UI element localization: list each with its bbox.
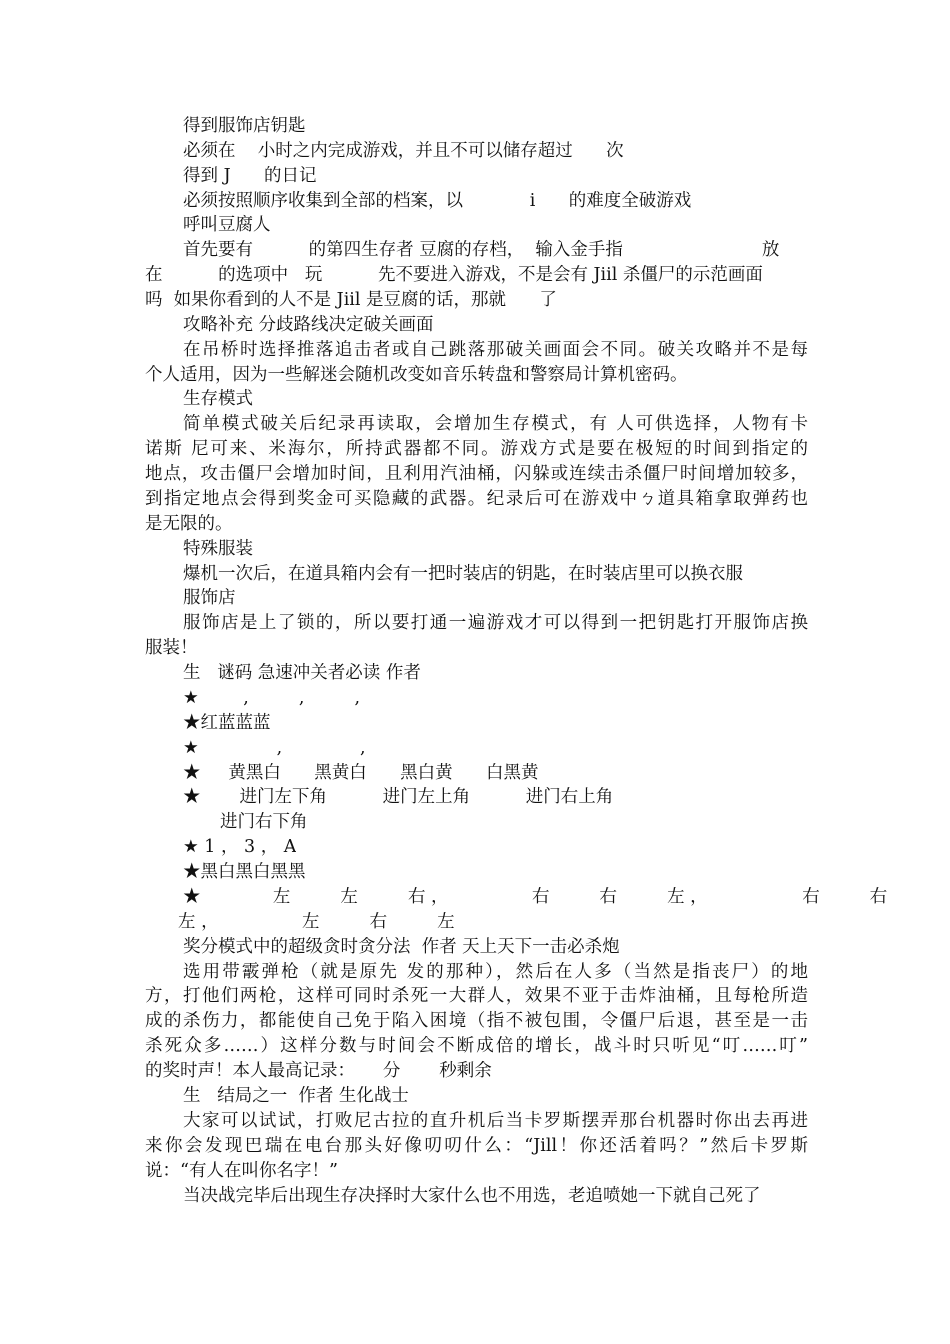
text-line: 吗 如果你看到的人不是 Jiil 是豆腐的话，那就 了 [145, 290, 557, 310]
list-item: ★ , , , [183, 688, 361, 708]
text-line: 在 的选项中 玩 先不要进入游戏，不是会有 Jiil 杀僵尸的示范画面 [145, 265, 763, 285]
list-item: ★ 左 左 右 ， 右 右 左 ， 右 右 [183, 887, 888, 907]
section-heading: 服饰店 [183, 588, 236, 608]
text-line: 成的杀伤力，都能使自己免于陷入困境（指不被包围，令僵尸后退，甚至是一击 [145, 1011, 808, 1031]
text-line: 服装！ [145, 638, 198, 658]
text-line: 诺斯 尼可来、米海尔，所持武器都不同。游戏方式是要在极短的时间到指定的 [145, 439, 808, 459]
text-line: 必须按照顺序收集到全部的档案，以 i 的难度全破游戏 [183, 191, 692, 211]
text-line: 得到 J 的日记 [183, 166, 317, 186]
text-line: 选用带霰弹枪（就是原先 发的那种），然后在人多（当然是指丧尸）的地 [183, 962, 808, 982]
section-heading: 奖分模式中的超级贪时贪分法 作者 天上天下一击必杀炮 [183, 937, 620, 957]
list-item: ★黑白黑白黑黑 [183, 862, 306, 882]
text-line: 首先要有 的第四生存者 豆腐的存档， 输入金手指 放 [183, 240, 780, 260]
text-line: 方，打他们两枪，这样可同时杀死一大群人，效果不亚于击炸油桶，且每枪所造 [145, 986, 808, 1006]
list-item: ★ 进门左下角 进门左上角 进门右上角 [183, 787, 614, 807]
text-line: 来你会发现巴瑞在电台那头好像叨叨什么：“Jill！你还活着吗？”然后卡罗斯 [145, 1136, 808, 1156]
text-line: 的奖时声！本人最高记录： 分 秒剩余 [145, 1061, 492, 1081]
text-line: 简单模式破关后纪录再读取，会增加生存模式，有 人可供选择，人物有卡 [183, 414, 808, 434]
list-item: ★ 1 ， 3 ， A [183, 837, 297, 857]
section-heading: 特殊服装 [183, 539, 253, 559]
list-item: ★ , , [183, 738, 366, 758]
section-heading: 生 谜码 急速冲关者必读 作者 [183, 663, 421, 683]
text-line: 爆机一次后，在道具箱内会有一把时装店的钥匙，在时装店里可以换衣服 [183, 564, 743, 584]
text-line: 当决战完毕后出现生存决择时大家什么也不用选，老追喷她一下就自己死了 [183, 1186, 761, 1206]
text-line: 杀死众多……）这样分数与时间会不断成倍的增长，战斗时只听见“叮……叮” [145, 1036, 808, 1056]
text-line: 是无限的。 [145, 514, 233, 534]
text-line: 个人适用，因为一些解迷会随机改变如音乐转盘和警察局计算机密码。 [145, 365, 688, 385]
text-line: 大家可以试试，打败尼古拉的直升机后当卡罗斯摆弄那台机器时你出去再进 [183, 1111, 808, 1131]
text-line: 呼叫豆腐人 [183, 215, 271, 235]
section-heading: 生存模式 [183, 389, 253, 409]
text-line: 到指定地点会得到奖金可买隐藏的武器。纪录后可在游戏中ㄅ道具箱拿取弹药也 [145, 489, 808, 509]
section-heading: 生 结局之一 作者 生化战士 [183, 1086, 409, 1106]
text-line: 得到服饰店钥匙 [183, 116, 306, 136]
list-item: ★ 黄黑白 黑黄白 黑白黄 白黑黄 [183, 763, 539, 783]
text-line: 服饰店是上了锁的，所以要打通一遍游戏才可以得到一把钥匙打开服饰店换 [183, 613, 808, 633]
text-line: 地点，攻击僵尸会增加时间，且利用汽油桶，闪躲或连续击杀僵尸时间增加较多， [145, 464, 808, 484]
list-item: ★红蓝蓝蓝 [183, 713, 271, 733]
text-line: 在吊桥时选择推落追击者或自己跳落那破关画面会不同。破关攻略并不是每 [183, 340, 808, 360]
text-line: 必须在 小时之内完成游戏，并且不可以储存超过 次 [183, 141, 624, 161]
list-item-continuation: 进门右下角 [220, 812, 308, 832]
list-item-continuation: 左 ， 左 右 左 [178, 912, 455, 932]
section-heading: 攻略补充 分歧路线决定破关画面 [183, 315, 434, 335]
text-line: 说：“有人在叫你名字！” [145, 1161, 338, 1181]
